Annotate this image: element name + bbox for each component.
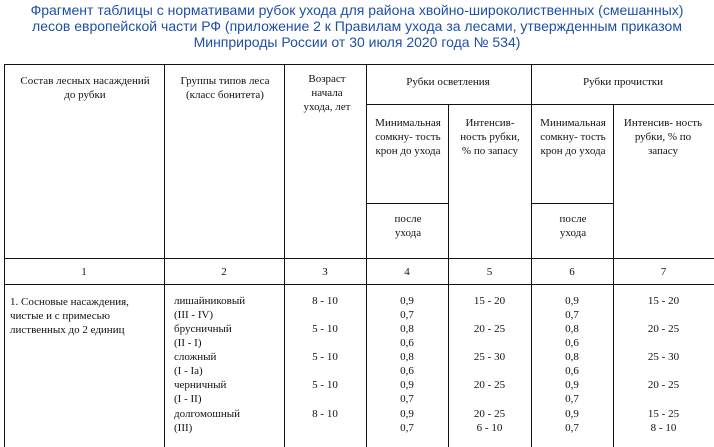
row-composition-line-3: лиственных до 2 единиц: [10, 324, 125, 336]
density-after-4: 0,7: [400, 393, 414, 405]
intensity-5: 15 - 20: [473, 295, 506, 307]
start-age: 5 - 10: [312, 379, 338, 391]
start-age: 5 - 10: [312, 351, 338, 363]
col-number-4: 4: [404, 266, 410, 278]
col-number-3: 3: [322, 266, 328, 278]
header-after-4: после ухода: [394, 213, 422, 239]
col-number-2: 2: [221, 266, 227, 278]
col-number-7: 7: [660, 266, 667, 278]
header-start-age: Возраст начала ухода, лет: [303, 73, 351, 113]
row-composition-line-2: чистые и с примесью: [10, 310, 110, 322]
header-min-density-6: Минимальная сомкну- тость крон до ухода: [540, 117, 606, 157]
density-after-4: 0,7: [400, 422, 414, 434]
bonitet-class: (I - II): [174, 393, 202, 405]
start-age: 8 - 10: [312, 295, 338, 307]
header-forest-type: Группы типов леса (класс бонитета): [180, 75, 270, 101]
density-after-4: 0,6: [400, 337, 414, 349]
density-before-6: 0,9: [565, 295, 579, 307]
header-intensity-7: Интенсив- ность рубки, % по запасу: [623, 117, 703, 157]
intensity-7: 15 - 20: [647, 295, 680, 307]
density-after-6: 0,7: [565, 393, 579, 405]
col-divider-1: [164, 64, 165, 447]
density-before-6: 0,8: [565, 323, 579, 335]
bonitet-class: (III - IV): [174, 309, 214, 321]
density-after-6: 0,6: [565, 337, 579, 349]
table-border-left: [4, 64, 5, 447]
row-composition-line-1: 1. Сосновые насаждения,: [10, 296, 129, 308]
density-after-6: 0,7: [565, 309, 579, 321]
intensity-5: 20 - 25: [473, 379, 506, 391]
caption-line-1: Фрагмент таблицы с нормативами рубок ухода для района хвойно-широколиственных (смешанных): [30, 2, 684, 18]
density-after-6: 0,7: [565, 422, 579, 434]
density-before-4: 0,8: [400, 351, 414, 363]
bonitet-class: (I - Ia): [174, 365, 203, 377]
header-after-6: после ухода: [559, 213, 587, 239]
table-border-top: [4, 64, 714, 65]
caption-line-2: лесов европейской части РФ (приложение 2 к Правилам ухода за лесами, утвержденным приказом: [32, 18, 682, 34]
forest-type: брусничный: [174, 323, 232, 335]
subcell-divider-6: [531, 203, 613, 204]
forest-type: черничный: [174, 379, 227, 391]
density-after-4: 0,7: [400, 309, 414, 321]
header-thinning-group: Рубки осветления: [406, 76, 490, 88]
forest-type: сложный: [174, 351, 217, 363]
intensity-7: 20 - 25: [647, 323, 680, 335]
density-after-4: 0,6: [400, 365, 414, 377]
density-before-6: 0,9: [565, 408, 579, 420]
forest-type: лишайниковый: [174, 295, 246, 307]
start-age: 8 - 10: [312, 408, 338, 420]
density-before-4: 0,9: [400, 295, 414, 307]
caption-line-3: Минприроды России от 30 июля 2020 года № 534): [193, 34, 521, 50]
group-header-divider: [366, 104, 714, 105]
density-before-6: 0,9: [565, 379, 579, 391]
bonitet-class: (II - I): [174, 337, 202, 349]
start-age: 5 - 10: [312, 323, 338, 335]
density-after-6: 0,6: [565, 365, 579, 377]
col-number-6: 6: [569, 266, 575, 278]
subcell-divider-4: [366, 203, 448, 204]
intensity-5: 20 - 25: [473, 323, 506, 335]
numbers-row-bottom-line: [4, 284, 714, 285]
intensity-7: 20 - 25: [647, 379, 680, 391]
intensity-7: 15 - 25: [647, 408, 680, 420]
intensity-5-extra: 6 - 10: [476, 422, 503, 434]
intensity-5: 20 - 25: [473, 408, 506, 420]
bonitet-class: (III): [174, 422, 193, 434]
density-before-4: 0,9: [400, 379, 414, 391]
header-composition: Состав лесных насаждений до рубки: [20, 75, 150, 101]
intensity-5: 25 - 30: [473, 351, 506, 363]
header-bottom-line: [4, 258, 714, 259]
density-before-4: 0,8: [400, 323, 414, 335]
header-cleaning-group: Рубки прочистки: [583, 76, 663, 88]
col-number-1: 1: [81, 266, 87, 278]
density-before-4: 0,9: [400, 408, 414, 420]
header-min-density-4: Минимальная сомкну- тость крон до ухода: [375, 117, 441, 157]
intensity-7: 25 - 30: [647, 351, 680, 363]
header-intensity-5: Интенсив- ность рубки, % по запасу: [460, 117, 520, 157]
forest-type: долгомошный: [174, 408, 241, 420]
intensity-7-extra: 8 - 10: [650, 422, 677, 434]
density-before-6: 0,8: [565, 351, 579, 363]
col-number-5: 5: [486, 266, 493, 278]
